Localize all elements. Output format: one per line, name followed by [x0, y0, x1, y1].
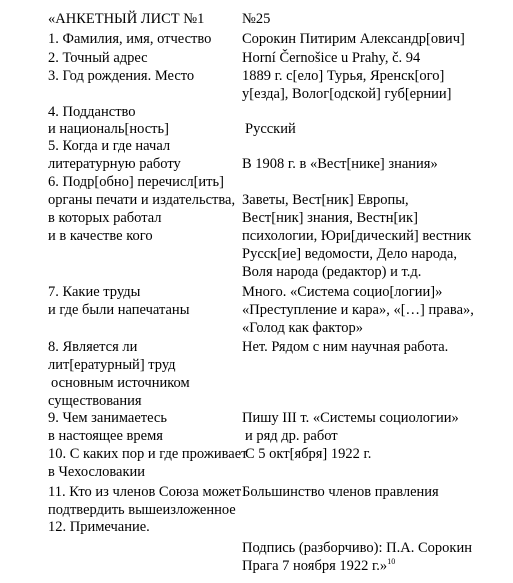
answer-6-line-1: Заветы, Вест[ник] Европы,	[242, 192, 409, 208]
answer-7-line-2: «Преступление и кара», «[…] права»,	[242, 302, 474, 318]
answer-7-line-1: Много. «Система социо[логии]»	[242, 284, 443, 300]
answer-6-line-4: Русск[ие] ведомости, Дело народа,	[242, 246, 457, 262]
answer-6-line-5: Воля народа (редактор) и т.д.	[242, 264, 422, 280]
answer-9-line-2: и ряд др. работ	[245, 428, 338, 444]
question-10-line-2: в Чехословакии	[48, 464, 146, 480]
question-12-line-1: 12. Примечание.	[48, 519, 150, 535]
answer-8-line-1: Нет. Рядом с ним научная работа.	[242, 339, 449, 355]
answer-1-line-1: Сорокин Питирим Александр[ович]	[242, 31, 465, 47]
question-7-line-2: и где были напечатаны	[48, 302, 190, 318]
question-8-line-2: лит[ературный] труд	[48, 357, 176, 373]
question-3-line-1: 3. Год рождения. Место	[48, 68, 195, 84]
question-10-line-1: 10. С каких пор и где проживает	[48, 446, 248, 462]
answer-3-line-1: 1889 г. с[ело] Турья, Яренск[ого]	[242, 68, 445, 84]
answer-11-line-1: Большинство членов правления	[242, 484, 439, 500]
signature-line: Подпись (разборчиво): П.А. Сорокин	[242, 540, 472, 556]
question-9-line-1: 9. Чем занимаетесь	[48, 410, 167, 426]
question-11-line-1: 11. Кто из членов Союза может	[48, 484, 242, 500]
question-8-line-1: 8. Является ли	[48, 339, 138, 355]
place-date-text: Прага 7 ноября 1922 г.»	[242, 558, 388, 574]
question-5-line-2: литературную работу	[48, 156, 181, 172]
question-7-line-1: 7. Какие труды	[48, 284, 141, 300]
question-1-line-1: 1. Фамилия, имя, отчество	[48, 31, 212, 47]
answer-6-line-2: Вест[ник] знания, Вестн[ик]	[242, 210, 418, 226]
answer-10-line-1: С 5 окт[ября] 1922 г.	[245, 446, 372, 462]
question-4-line-1: 4. Подданство	[48, 104, 136, 120]
document-title: «АНКЕТНЫЙ ЛИСТ №1	[48, 11, 205, 27]
answer-5-line-1: В 1908 г. в «Вест[нике] знания»	[242, 156, 438, 172]
document-number: №25	[242, 11, 271, 27]
question-8-line-3: основным источником	[51, 375, 190, 391]
question-5-line-1: 5. Когда и где начал	[48, 138, 171, 154]
answer-9-line-1: Пишу III т. «Системы социологии»	[242, 410, 459, 426]
place-date-line	[242, 558, 395, 575]
answer-7-line-3: «Голод как фактор»	[242, 320, 363, 336]
question-6-line-4: и в качестве кого	[48, 228, 153, 244]
footnote-marker: 10	[387, 557, 396, 567]
question-4-line-2: и националь[ность]	[48, 121, 169, 137]
question-11-line-2: подтвердить вышеизложенное	[48, 502, 236, 518]
answer-6-line-3: психологии, Юри[дический] вестник	[242, 228, 472, 244]
question-2-line-1: 2. Точный адрес	[48, 50, 148, 66]
question-6-line-1: 6. Подр[обно] перечисл[ить]	[48, 174, 224, 190]
question-9-line-2: в настоящее время	[48, 428, 163, 444]
question-6-line-2: органы печати и издательства,	[48, 192, 236, 208]
answer-3-line-2: у[езда], Волог[одской] губ[ернии]	[242, 86, 452, 102]
answer-2-line-1: Horní Černošice u Prahy, č. 94	[242, 50, 421, 66]
answer-4-line-1: Русский	[245, 121, 296, 137]
question-8-line-4: существования	[48, 393, 142, 409]
question-6-line-3: в которых работал	[48, 210, 162, 226]
